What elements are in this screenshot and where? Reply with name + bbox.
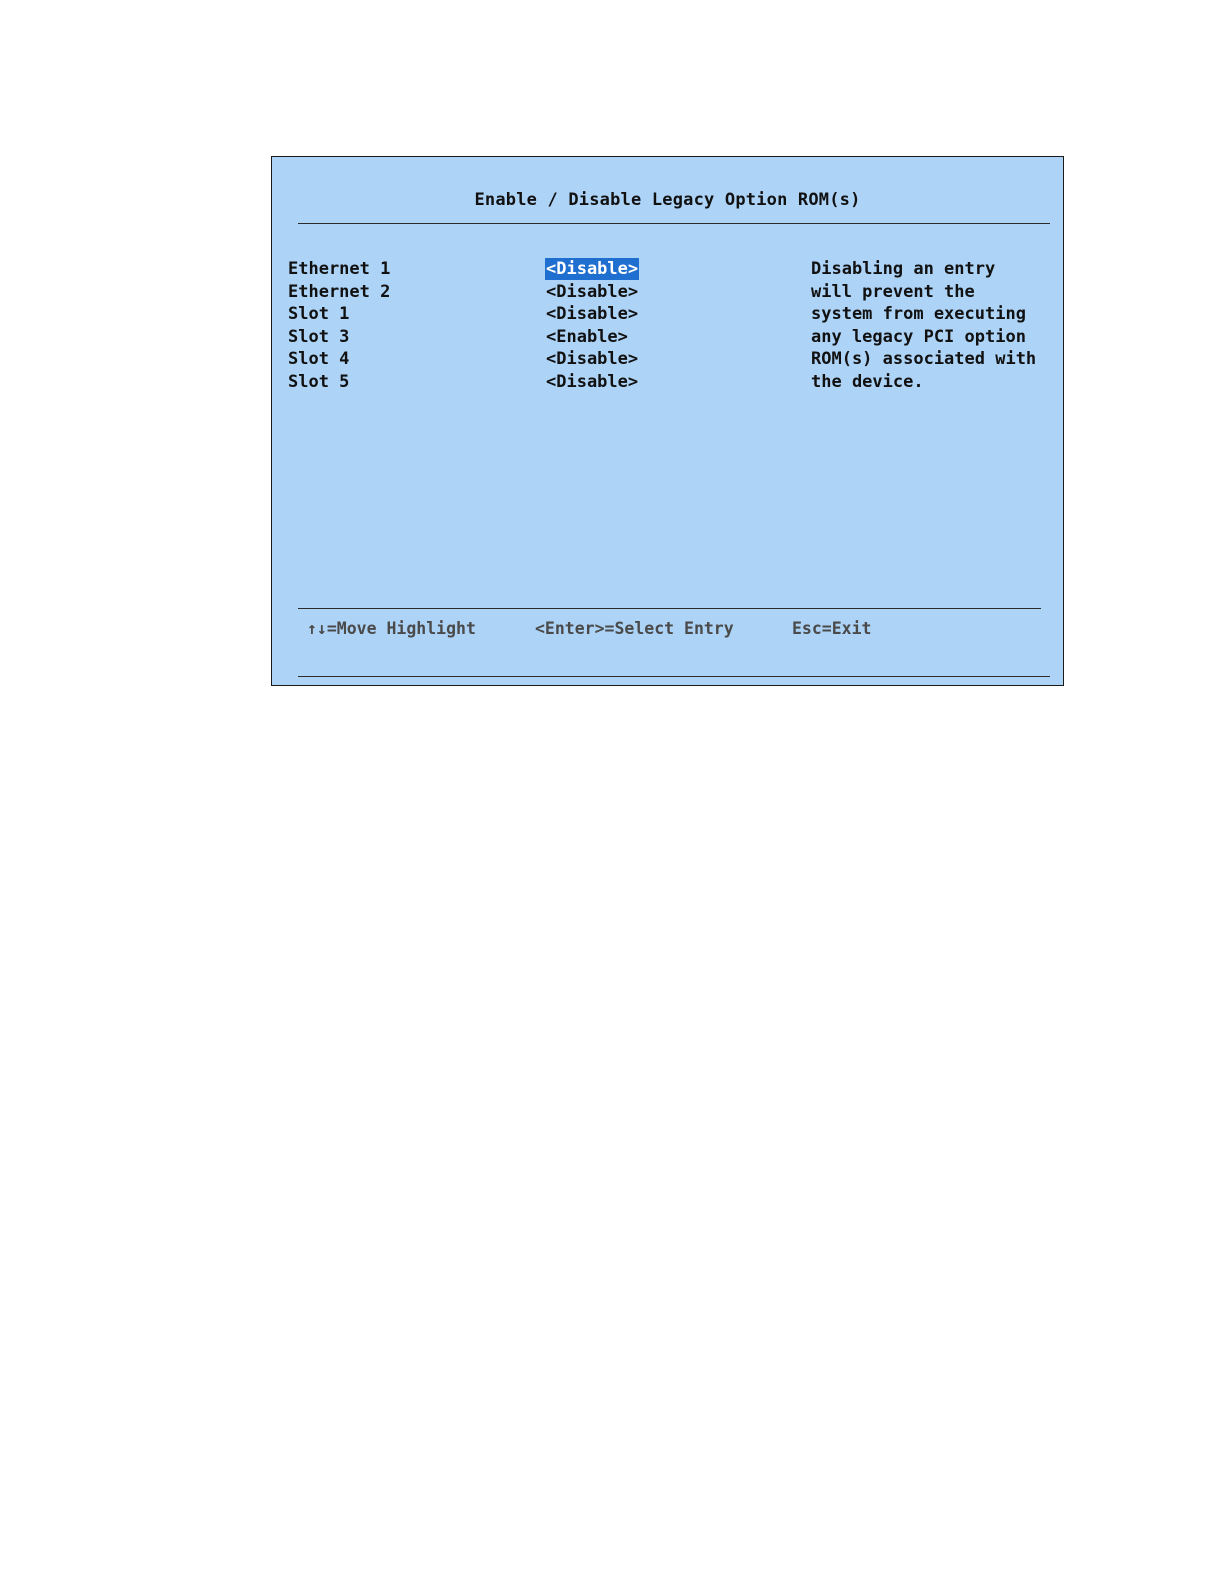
option-value[interactable]: <Disable> xyxy=(546,372,639,392)
option-label: Ethernet 1 xyxy=(288,259,391,279)
footer-move-hint: ↑↓=Move Highlight xyxy=(307,619,476,638)
option-label: Slot 4 xyxy=(288,349,350,370)
option-row-slot-1[interactable] xyxy=(288,303,639,325)
option-value[interactable]: <Disable> xyxy=(546,281,639,302)
page-title: Enable / Disable Legacy Option ROM(s) xyxy=(474,190,861,210)
help-line: the device. xyxy=(811,371,924,392)
footer-select-hint: <Enter>=Select Entry xyxy=(535,619,734,638)
option-label: Slot 3 xyxy=(288,326,350,347)
option-label: Slot 5 xyxy=(288,372,350,392)
option-label: Slot 1 xyxy=(288,304,350,325)
option-row-slot-3[interactable] xyxy=(288,326,628,348)
help-line: system from executing xyxy=(811,304,1026,325)
help-line: ROM(s) associated with xyxy=(811,349,1037,370)
option-value[interactable]: <Disable> xyxy=(546,349,639,370)
footer-exit-hint: Esc=Exit xyxy=(792,619,872,638)
help-line: Disabling an entry xyxy=(811,259,996,279)
option-row-ethernet-1[interactable] xyxy=(288,258,639,280)
option-row-ethernet-2[interactable] xyxy=(288,281,639,303)
footer-divider xyxy=(298,608,1041,609)
bottom-divider xyxy=(298,676,1050,677)
bios-screen xyxy=(271,156,1064,686)
option-row-slot-5[interactable] xyxy=(288,371,639,393)
option-value[interactable]: <Disable> xyxy=(546,304,639,325)
title-divider xyxy=(298,223,1050,224)
help-line: any legacy PCI option xyxy=(811,326,1026,347)
option-label: Ethernet 2 xyxy=(288,281,391,302)
option-value-selected[interactable]: <Disable> xyxy=(546,259,639,279)
option-value[interactable]: <Enable> xyxy=(546,326,628,347)
help-panel xyxy=(811,258,1056,394)
help-line: will prevent the xyxy=(811,281,975,302)
option-row-slot-4[interactable] xyxy=(288,348,639,370)
